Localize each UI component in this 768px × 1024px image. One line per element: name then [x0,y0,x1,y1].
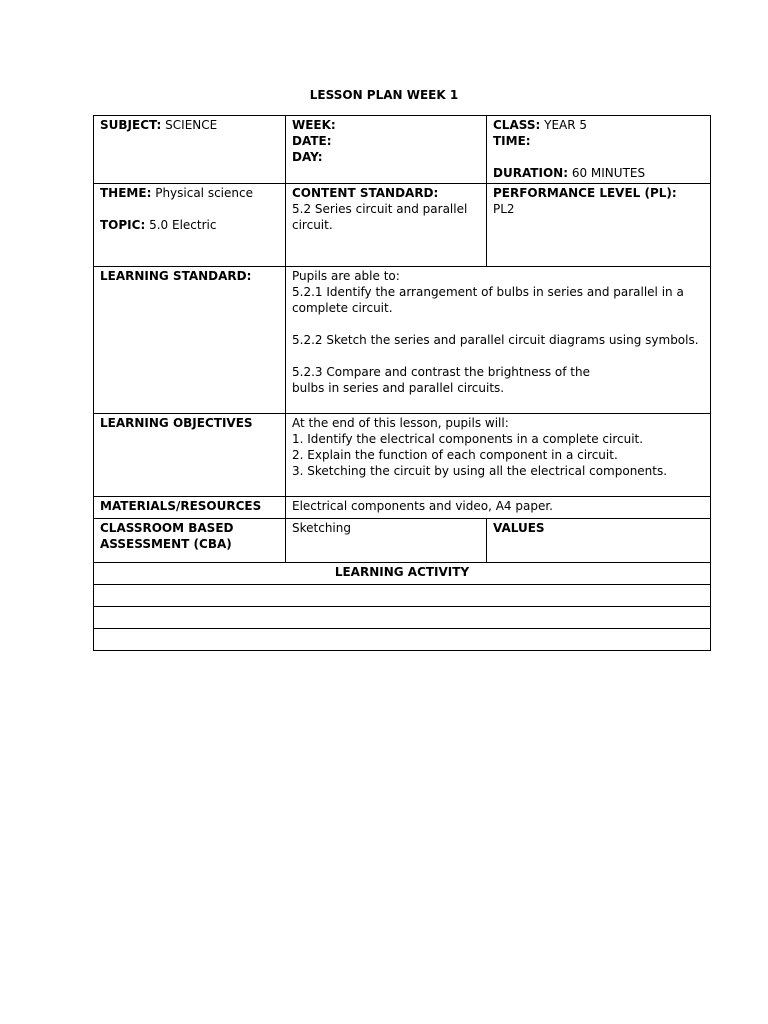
learning-standard-item: 5.2.3 Compare and contrast the brightness of the bulbs in series and parallel circuits. [292,365,590,395]
learning-objective-item: 1. Identify the electrical components in a complete circuit. [292,432,644,446]
table-row [94,414,711,497]
subject-label: SUBJECT: [100,118,162,132]
table-row [94,607,711,629]
learning-objective-item: 3. Sketching the circuit by using all the electrical components. [292,464,668,478]
learning-objectives-intro: At the end of this lesson, pupils will: [292,416,509,430]
cba-label-cell [94,519,286,563]
lesson-plan-table [93,115,711,651]
learning-standard-intro: Pupils are able to: [292,269,400,283]
theme-line [100,185,279,201]
performance-level-cell [487,184,711,267]
learning-standard-item: 5.2.2 Sketch the series and parallel circuit diagrams using symbols. [292,333,699,347]
empty-activity-row [94,585,711,607]
class-value: YEAR 5 [544,118,588,132]
learning-objectives-label-cell [94,414,286,497]
table-row [94,519,711,563]
materials-value-cell [286,497,711,519]
values-label: VALUES [493,521,545,535]
day-label: DAY: [292,150,323,164]
learning-standard-item: 5.2.1 Identify the arrangement of bulbs in series and parallel in a complete circuit. [292,285,684,315]
subject-cell [94,116,286,184]
table-row [94,497,711,519]
duration-value: 60 MINUTES [571,166,646,180]
learning-objectives-content-cell [286,414,711,497]
empty-activity-row [94,607,711,629]
learning-activity-label: LEARNING ACTIVITY [334,565,470,579]
table-row [94,563,711,585]
values-cell [487,519,711,563]
cba-label: CLASSROOM BASED ASSESSMENT (CBA) [100,521,234,551]
content-standard-cell [286,184,487,267]
spacer [292,348,704,364]
cba-value-cell [286,519,487,563]
time-label: TIME: [493,134,531,148]
topic-line [100,217,279,233]
table-row [94,184,711,267]
table-row [94,585,711,607]
materials-value: Electrical components and video, A4 paper. [292,499,553,513]
spacer [100,201,279,217]
week-date-day-cell [286,116,487,184]
duration-label: DURATION: [493,166,568,180]
subject-value: SCIENCE [165,118,218,132]
table-row [94,267,711,414]
page-title: LESSON PLAN WEEK 1 [309,88,459,102]
performance-level-value: PL2 [493,202,515,216]
cba-value: Sketching [292,521,351,535]
content-standard-label: CONTENT STANDARD: [292,186,439,200]
learning-standard-label-cell [94,267,286,414]
learning-objectives-label: LEARNING OBJECTIVES [100,416,253,430]
topic-label: TOPIC: [100,218,146,232]
theme-topic-cell [94,184,286,267]
class-label: CLASS: [493,118,541,132]
duration-line [493,165,704,181]
materials-label-cell [94,497,286,519]
learning-standard-content-cell [286,267,711,414]
theme-value: Physical science [155,186,253,200]
date-label: DATE: [292,134,332,148]
learning-objective-item: 2. Explain the function of each component in a circuit. [292,448,618,462]
topic-value: 5.0 Electric [149,218,217,232]
class-time-duration-cell [487,116,711,184]
table-row [94,116,711,184]
learning-standard-label: LEARNING STANDARD: [100,269,252,283]
table-row [94,629,711,651]
learning-activity-header [94,563,711,585]
empty-activity-row [94,629,711,651]
performance-level-label: PERFORMANCE LEVEL (PL): [493,186,677,200]
spacer [292,316,704,332]
theme-label: THEME: [100,186,152,200]
week-label: WEEK: [292,118,336,132]
class-line [493,117,704,133]
spacer [493,149,704,165]
materials-label: MATERIALS/RESOURCES [100,499,262,513]
content-standard-value: 5.2 Series circuit and parallel circuit. [292,202,468,232]
